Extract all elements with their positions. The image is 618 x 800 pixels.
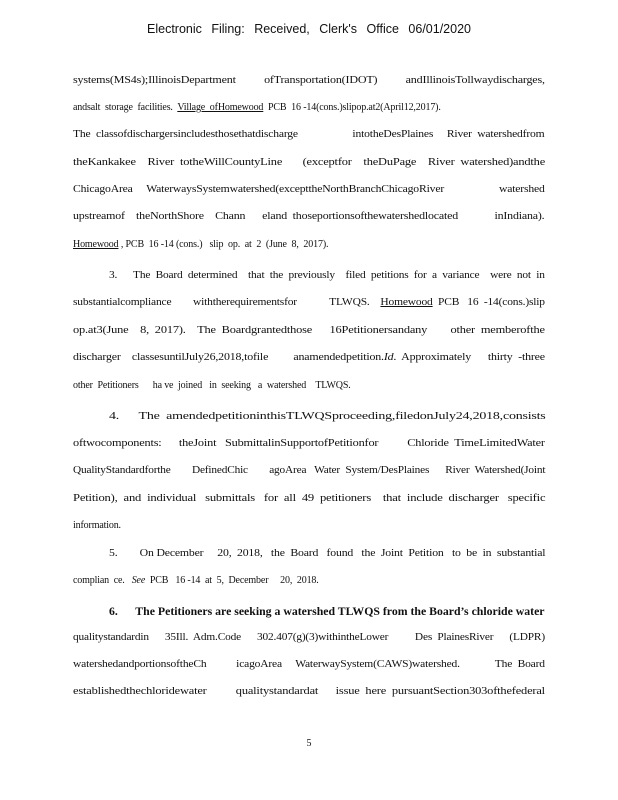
page-number: 5 [306,738,312,749]
case-name: Homewood [73,239,119,250]
text-line [73,352,545,363]
line-text: substantialcompliance withtherequirementsfor TLWQS. [73,297,381,308]
line-text: andsalt storage facilities. [73,102,178,113]
line-text: PCB 16 -14(cons.)slip [432,297,545,308]
text-line [109,548,545,559]
text-line [73,632,545,643]
line-text: QualityStandardforthe DefinedChic agoArea Water System/DesPlaines River Watershed(Joint [73,465,546,476]
text-line [73,465,545,476]
line-text: PCB 16 -14(cons.)slipop.at2(April12,2017). [263,102,441,113]
text-line [73,297,545,308]
text-line [73,102,441,113]
line-text: . Approximately thirty -three [393,352,545,363]
line-text: PCB 16 -14 at 5, December 20, 2018. [145,575,319,586]
text-line [73,659,545,670]
line-text: 6. The Petitioners are seeking a watershed TLWQS from the Board’s chloride water [109,604,545,618]
text-line [73,239,328,250]
text-line [73,520,121,531]
text-line [109,270,545,281]
line-text: , PCB 16 -14 (cons.) slip op. at 2 (June 8, 2017). [118,239,329,250]
text-line [73,75,545,86]
text-line [73,575,319,586]
line-text: establishedthechloridewater qualitystandardat issue here pursuantSection303ofthefederal [73,686,545,697]
citation-signal: See [131,575,146,586]
citation-signal: Id [383,352,394,363]
line-text: theKankakee River totheWillCountyLine (exceptfor theDuPage River watershed)andthe [73,157,546,168]
line-text: other Petitioners ha ve joined in seeking a watershed TLWQS. [73,380,351,391]
line-text: oftwocomponents: theJoint SubmittalinSupportofPetitionfor Chloride TimeLimitedWater [73,438,545,449]
line-text: 3. The Board determined that the previously filed petitions for a variance were not in [109,270,545,281]
line-text: 4. The amendedpetitioninthisTLWQSproceeding,filedonJuly24,2018,consists [109,411,546,422]
line-text: qualitystandardin 35Ill. Adm.Code 302.407(g)(3)withintheLower Des PlainesRiver (LDPR) [73,632,545,643]
text-line [109,411,546,422]
text-line [73,380,351,391]
text-line [73,325,545,336]
text-line [73,157,545,168]
case-name: Village ofHomewood [177,102,264,113]
line-text: watershedandportionsoftheCh icagoArea WaterwaySystem(CAWS)watershed. The Board [73,659,545,670]
line-text: systems(MS4s);IllinoisDepartment ofTransportation(IDOT) andIllinoisTollwaydischarges, [73,75,545,86]
line-text: information. [73,520,121,531]
line-text: The classofdischargersincludesthosethatdischarge intotheDesPlaines River watershedfrom [73,129,545,140]
line-text: discharger classesuntilJuly26,2018,tofile anamendedpetition. [73,352,384,363]
text-line [73,686,545,697]
text-line [73,493,545,504]
line-text: op.at3(June 8, 2017). The Boardgrantedthose 16Petitionersandany other memberofthe [73,325,545,336]
line-text: Petition), and individual submittals for all 49 petitioners that include discharger specific [73,493,546,504]
line-text: ChicagoArea WaterwaysSystemwatershed(excepttheNorthBranchChicagoRiver watershed [73,184,545,195]
text-line [73,438,545,449]
line-text: complian ce. [73,575,132,586]
line-text: 5. On December 20, 2018, the Board found the Joint Petition to be in substantial [109,548,546,559]
text-line [73,211,544,222]
efiling-header: Electronic Filing: Received, Clerk's Office 06/01/2020 [147,22,471,36]
text-line [73,129,545,140]
case-name: Homewood [380,297,433,308]
line-text: upstreamof theNorthShore Chann eland thoseportionsofthewatershedlocated inIndiana). [73,211,545,222]
text-line [109,604,545,619]
text-line [73,184,545,195]
